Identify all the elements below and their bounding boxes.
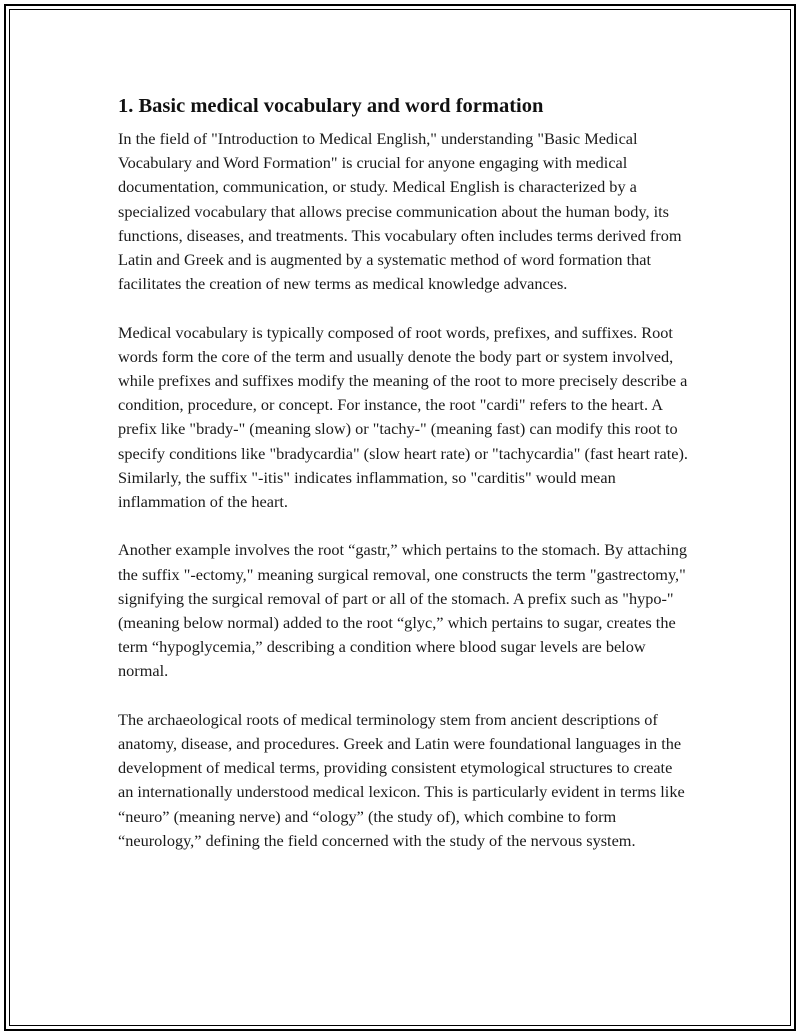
- section-heading: 1. Basic medical vocabulary and word formation: [118, 95, 544, 117]
- paragraph-intro: In the field of "Introduction to Medical English," understanding "Basic Medical Vocabulary and Word Formation" is crucial for anyone engaging with medical documentation, communication, or study. Medical English is characterized by a specialized vocabulary that allows precise communication about the human body, its functions, diseases, and treatments. This vocabulary often includes terms derived from Latin and Greek and is augmented by a systematic method of word formation that facilitates the creation of new terms as medical knowledge advances.: [118, 129, 682, 294]
- paragraph-origins: The archaeological roots of medical terminology stem from ancient descriptions of anatomy, disease, and procedures. Greek and Latin were foundational languages in the development of medical terms, providing consistent etymological structures to create an internationally understood medical lexicon. This is particularly evident in terms like “neuro” (meaning nerve) and “ology” (the study of), which combine to form “neurology,” defining the field concerned with the study of the nervous system.: [118, 709, 685, 850]
- paragraph-gastr-example: Another example involves the root “gastr,” which pertains to the stomach. By attaching the suffix "-ectomy," meaning surgical removal, one constructs the term "gastrectomy," signifying the surgical removal of part or all of the stomach. A prefix such as "hypo-" (meaning below normal) added to the root “glyc,” which pertains to sugar, creates the term “hypoglycemia,” describing a condition where blood sugar levels are below normal.: [118, 540, 688, 681]
- document-body: [118, 93, 690, 877]
- paragraph-word-parts: Medical vocabulary is typically composed of root words, prefixes, and suffixes. Root words form the core of the term and usually denote the body part or system involved, while prefixes and suffixes modify the meaning of the root to more precisely describe a condition, procedure, or concept. For instance, the root "cardi" refers to the heart. A prefix like "brady-" (meaning slow) or "tachy-" (meaning fast) can modify this root to specify conditions like "bradycardia" (slow heart rate) or "tachycardia" (fast heart rate). Similarly, the suffix "-itis" indicates inflammation, so "carditis" would mean inflammation of the heart.: [118, 322, 688, 512]
